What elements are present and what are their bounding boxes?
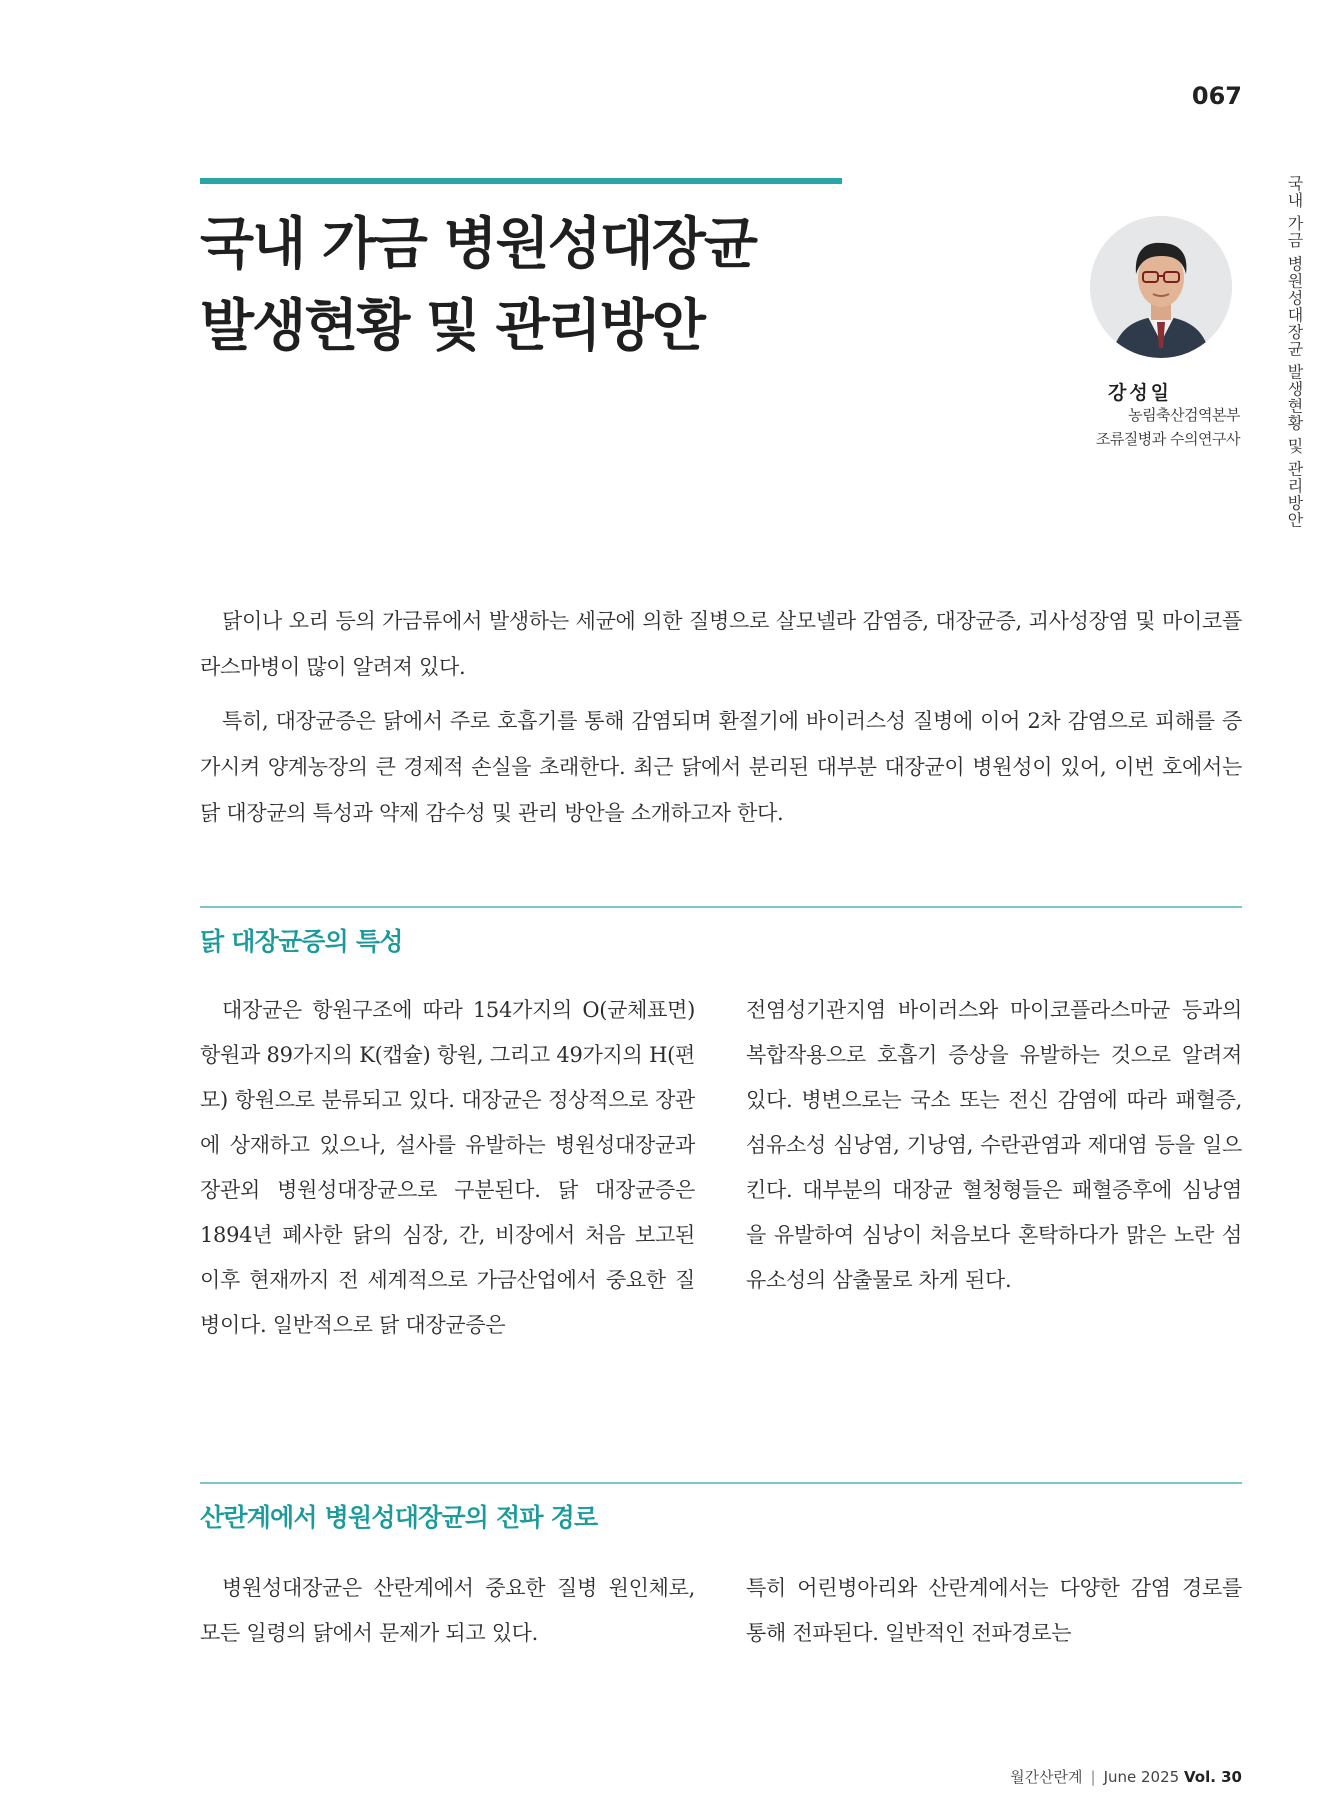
intro-paragraph-2: 특히, 대장균증은 닭에서 주로 호흡기를 통해 감염되며 환절기에 바이러스성 질병에 이어 2차 감염으로 피해를 증가시켜 양계농장의 큰 경제적 손실을 초래한다. 최근 닭에서 분리된 대부분 대장균이 병원성이 있어, 이번 호에서는 닭 대장균의 특성과 약제 감수성 및 관리 방안을 소개하고자 한다.: [200, 709, 1242, 825]
author-name: 강성일: [1107, 382, 1173, 404]
page-number: 067: [1191, 82, 1242, 110]
author-photo: [1090, 216, 1232, 358]
intro-text: [200, 598, 1242, 844]
author-affiliation-org: 농림축산검역본부: [1128, 406, 1240, 424]
footer-issue-date: June 2025: [1103, 1768, 1180, 1786]
article-title-line-1: 국내 가금 병원성대장균: [200, 212, 756, 277]
section-1-rule: [200, 906, 1242, 908]
footer-separator: |: [1090, 1768, 1096, 1786]
section-2-heading: 산란계에서 병원성대장균의 전파 경로: [200, 1503, 598, 1532]
page-footer: [900, 1766, 1242, 1787]
section-1-heading: 닭 대장균증의 특성: [200, 927, 403, 956]
section-2-left-column: 병원성대장균은 산란계에서 중요한 질병 원인체로, 모든 일령의 닭에서 문제가 되고 있다.: [200, 1576, 695, 1645]
section-2-rule: [200, 1482, 1242, 1484]
title-rule: [200, 178, 842, 184]
section-1-left-column: 대장균은 항원구조에 따라 154가지의 O(균체표면) 항원과 89가지의 K(캡슐) 항원, 그리고 49가지의 H(편모) 항원으로 분류되고 있다. 대장균은 정상적으로 장관에 상재하고 있으나, 설사를 유발하는 병원성대장균과 장관외 병원성대장균으로 구분된다. 닭 대장균증은 1894년 폐사한 닭의 심장, 간, 비장에서 처음 보고된 이후 현재까지 전 세계적으로 가금산업에서 중요한 질병이다. 일반적으로 닭 대장균증은: [200, 998, 695, 1337]
footer-magazine-name: 월간산란계: [1010, 1768, 1083, 1786]
footer-volume: Vol. 30: [1183, 1768, 1242, 1786]
section-1-right-column: 전염성기관지염 바이러스와 마이코플라스마균 등과의 복합작용으로 호흡기 증상을 유발하는 것으로 알려져 있다. 병변으로는 국소 또는 전신 감염에 따라 패혈증, 섬유소성 심낭염, 기낭염, 수란관염과 제대염 등을 일으킨다. 대부분의 대장균 혈청형들은 패혈증후에 심낭염을 유발하여 심낭이 처음보다 혼탁하다가 맑은 노란 섬유소성의 삼출물로 차게 된다.: [746, 998, 1242, 1292]
author-affiliation-role: 조류질병과 수의연구사: [1095, 430, 1240, 448]
article-title: [200, 204, 1000, 368]
author-portrait-icon: [1090, 216, 1232, 358]
side-running-title: 국내 가금 병원성대장균 발생현황 및 관리방안: [1285, 175, 1304, 529]
intro-paragraph-1: 닭이나 오리 등의 가금류에서 발생하는 세균에 의한 질병으로 살모넬라 감염증, 대장균증, 괴사성장염 및 마이코플라스마병이 많이 알려져 있다.: [200, 609, 1242, 679]
section-2-right-column: 특히 어린병아리와 산란계에서는 다양한 감염 경로를 통해 전파된다. 일반적인 전파경로는: [746, 1576, 1242, 1645]
article-title-line-2: 발생현황 및 관리방안: [200, 294, 704, 359]
